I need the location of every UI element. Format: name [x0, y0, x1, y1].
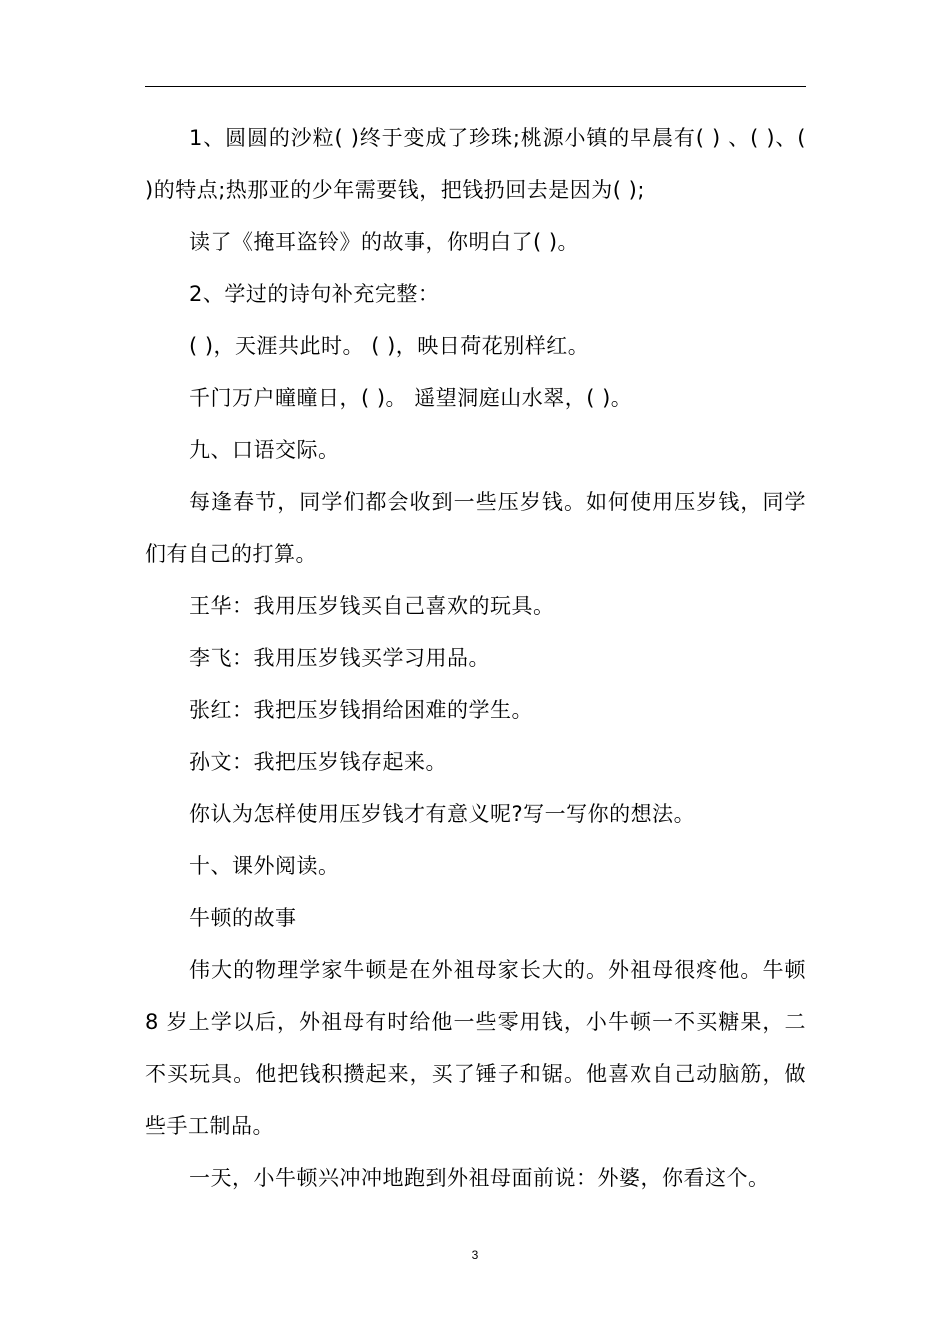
paragraph-wang-hua: 王华：我用压岁钱买自己喜欢的玩具。: [189, 594, 555, 618]
paragraph-your-opinion: 你认为怎样使用压岁钱才有意义呢?写一写你的想法。: [189, 802, 696, 826]
paragraph-question-2: 2、学过的诗句补充完整：: [189, 282, 440, 306]
header-rule: [145, 86, 806, 87]
story-title: 牛顿的故事: [189, 906, 297, 930]
paragraph-spring-festival: 每逢春节，同学们都会收到一些压岁钱。如何使用压岁钱，同学们有自己的打算。: [145, 490, 806, 566]
section-heading-10: 十、课外阅读。: [189, 854, 340, 878]
paragraph-newton-story: 伟大的物理学家牛顿是在外祖母家长大的。外祖母很疼他。牛顿 8 岁上学以后，外祖母有时给他一些零用钱，小牛顿一不买糖果，二不买玩具。他把钱积攒起来，买了锤子和锯。他喜欢自己动脑筋，做些手工制品。: [145, 958, 806, 1138]
paragraph-li-fei: 李飞：我用压岁钱买学习用品。: [189, 646, 490, 670]
page-number: 3: [471, 1248, 479, 1262]
paragraph-question-1: 1、圆圆的沙粒( )终于变成了珍珠;桃源小镇的早晨有( ) 、( )、( )的特点;热那亚的少年需要钱，把钱扔回去是因为( );: [145, 126, 806, 202]
section-heading-9: 九、口语交际。: [189, 438, 340, 462]
paragraph-zhang-hong: 张红：我把压岁钱捐给困难的学生。: [189, 698, 533, 722]
paragraph-question-1-cont: 读了《掩耳盗铃》的故事，你明白了( )。: [189, 230, 580, 254]
paragraph-newton-one-day: 一天，小牛顿兴冲冲地跑到外祖母面前说：外婆，你看这个。: [189, 1166, 770, 1190]
document-body: [145, 112, 806, 1204]
paragraph-poem-line-2: 千门万户曈曈日，( )。 遥望洞庭山水翠，( )。: [189, 386, 633, 410]
paragraph-poem-line-1: ( )，天涯共此时。 ( )，映日荷花别样红。: [189, 334, 590, 358]
paragraph-sun-wen: 孙文：我把压岁钱存起来。: [189, 750, 447, 774]
